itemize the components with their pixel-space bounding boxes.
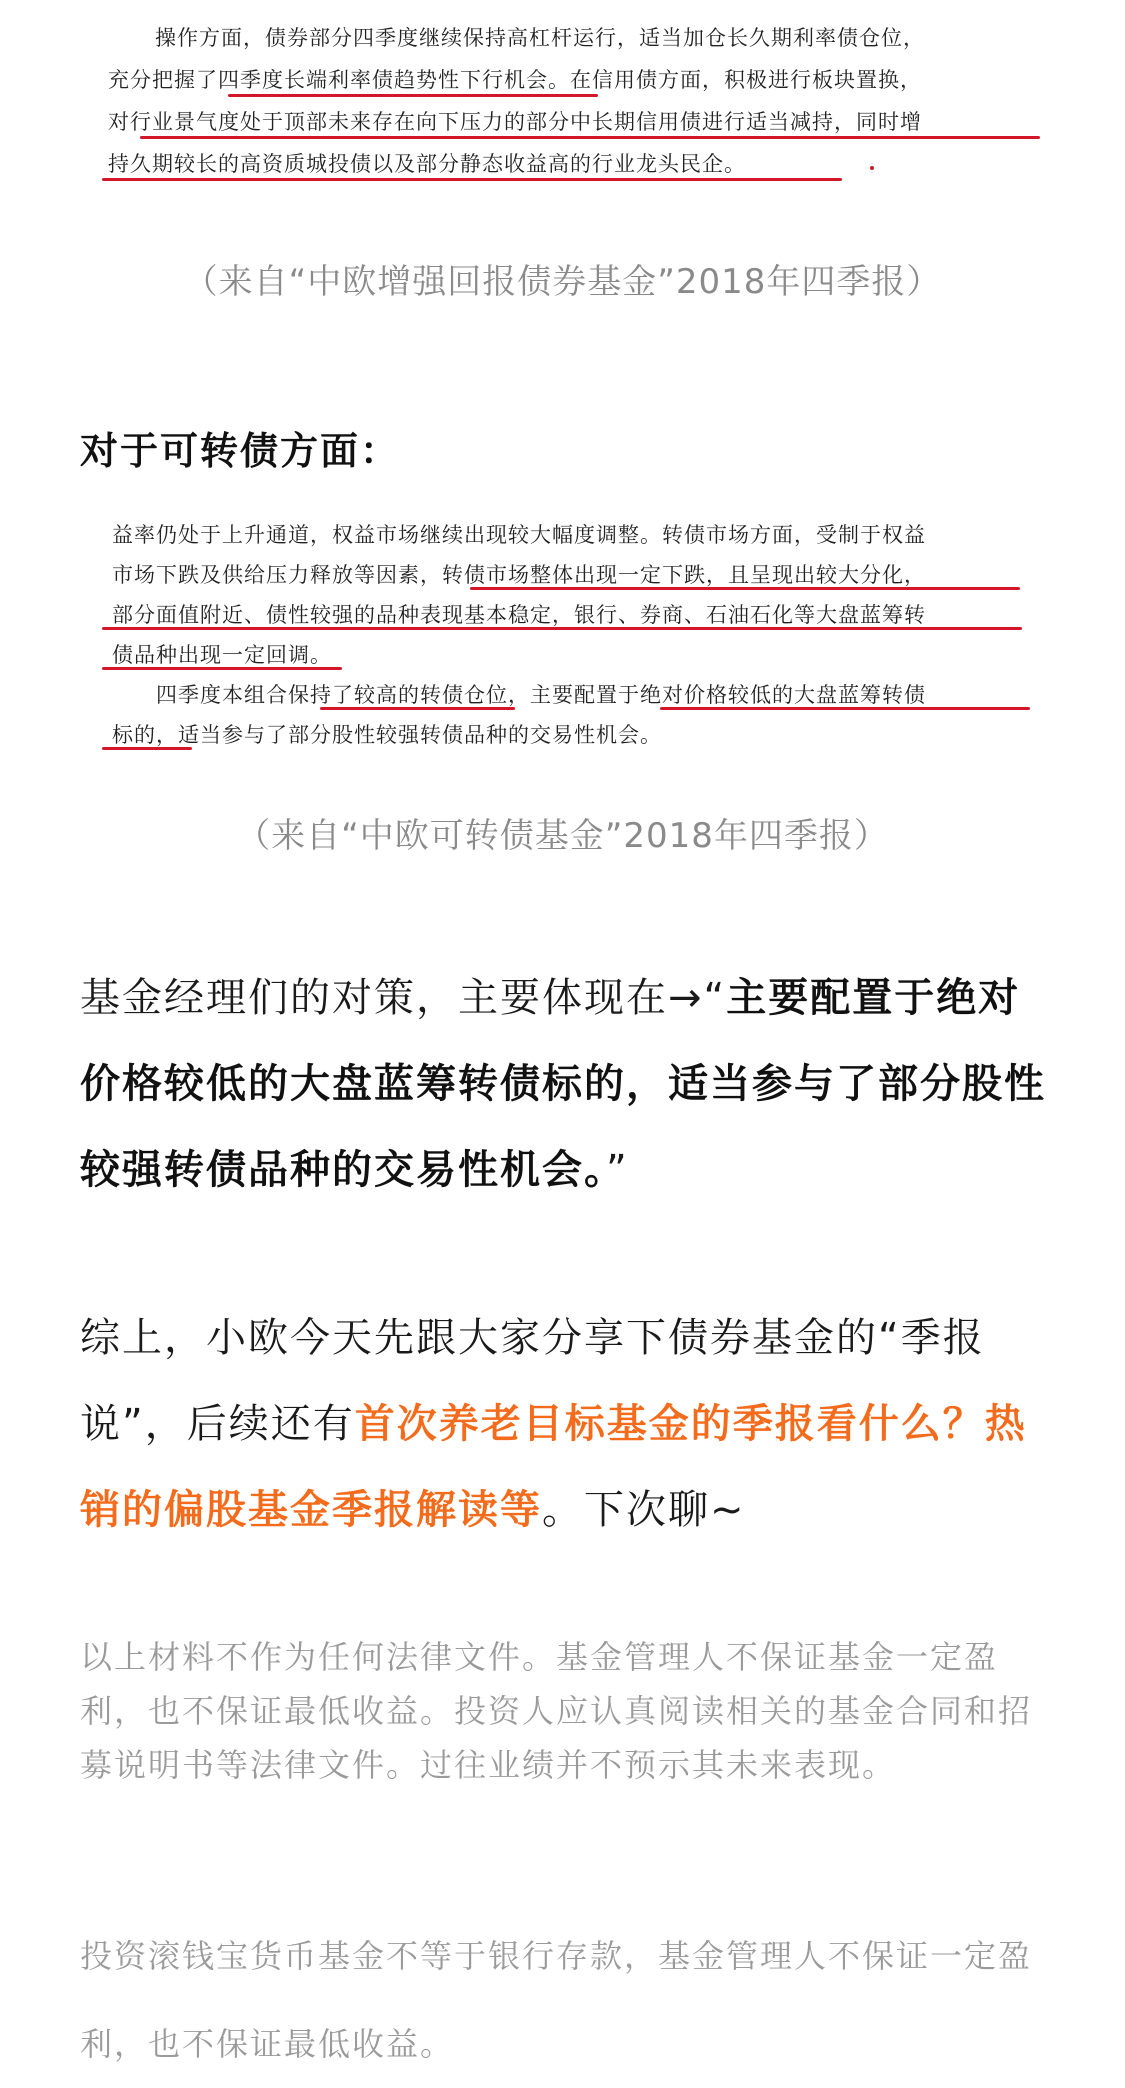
red-underline (470, 587, 1020, 590)
caption-2: （来自“中欧可转债基金”2018年四季报） (236, 816, 889, 856)
red-underline (102, 627, 1022, 630)
strategy-paragraph (80, 955, 1050, 1213)
scan2-line-3: 部分面值附近、债性较强的品种表现基本稳定，银行、券商、石油石化等大盘蓝筹转 (112, 603, 926, 627)
scan2-line-5: 四季度本组合保持了较高的转债仓位，主要配置于绝对价格较低的大盘蓝筹转债 (112, 683, 926, 707)
summary-tail: 。下次聊~ (542, 1487, 746, 1533)
upcoming-topics-link[interactable]: 首次养老目标基金的季报看什么？热销的偏股基金季报解读等 (80, 1401, 1027, 1533)
scan1-line-4: 持久期较长的高资质城投债以及部分静态收益高的行业龙头民企。 (108, 152, 746, 176)
red-underline (660, 707, 1030, 710)
red-dot (870, 166, 874, 170)
summary-lead: 综上，小欧今天先跟大家分享下债券基金的“季报说”，后续还有 (80, 1315, 985, 1447)
scan1-line-2: 充分把握了四季度长端利率债趋势性下行机会。在信用债方面，积极进行板块置换， (108, 68, 922, 92)
red-underline (102, 667, 342, 670)
scanned-excerpt-2 (100, 505, 1035, 750)
section-heading: 对于可转债方面： (80, 429, 401, 473)
red-underline (102, 178, 842, 181)
scan1-line-3: 对行业景气度处于顶部未来存在向下压力的部分中长期信用债进行适当减持，同时增 (108, 110, 922, 134)
scan2-line-1: 益率仍处于上升通道，权益市场继续出现较大幅度调整。转债市场方面，受制于权益 (112, 523, 926, 547)
scan2-line-6: 标的，适当参与了部分股性较强转债品种的交易性机会。 (112, 723, 662, 747)
summary-paragraph (80, 1295, 1050, 1553)
scan1-line-1: 操作方面，债券部分四季度继续保持高杠杆运行，适当加仓长久期利率债仓位， (155, 26, 925, 50)
strategy-quote: 主要配置于绝对价格较低的大盘蓝筹转债标的，适当参与了部分股性较强转债品种的交易性机会。 (80, 975, 1046, 1193)
legal-disclaimer: 以上材料不作为任何法律文件。基金管理人不保证基金一定盈利，也不保证最低收益。投资人应认真阅读相关的基金合同和招募说明书等法律文件。过往业绩并不预示其未来表现。 (80, 1638, 1033, 1784)
caption-1: （来自“中欧增强回报债券基金”2018年四季报） (183, 262, 942, 302)
scanned-excerpt-1 (100, 0, 1035, 200)
red-underline (228, 94, 598, 97)
scan2-line-4: 债品种出现一定回调。 (112, 643, 332, 667)
red-underline (140, 136, 1040, 139)
money-fund-disclaimer: 投资滚钱宝货币基金不等于银行存款，基金管理人不保证一定盈利，也不保证最低收益。 (80, 1937, 1033, 2063)
red-underline (320, 707, 515, 710)
strategy-tail: ” (606, 1147, 629, 1193)
strategy-lead: 基金经理们的对策，主要体现在→“ (80, 975, 727, 1021)
scan2-line-2: 市场下跌及供给压力释放等因素，转债市场整体出现一定下跌，且呈现出较大分化， (112, 563, 926, 587)
red-underline (102, 747, 192, 750)
